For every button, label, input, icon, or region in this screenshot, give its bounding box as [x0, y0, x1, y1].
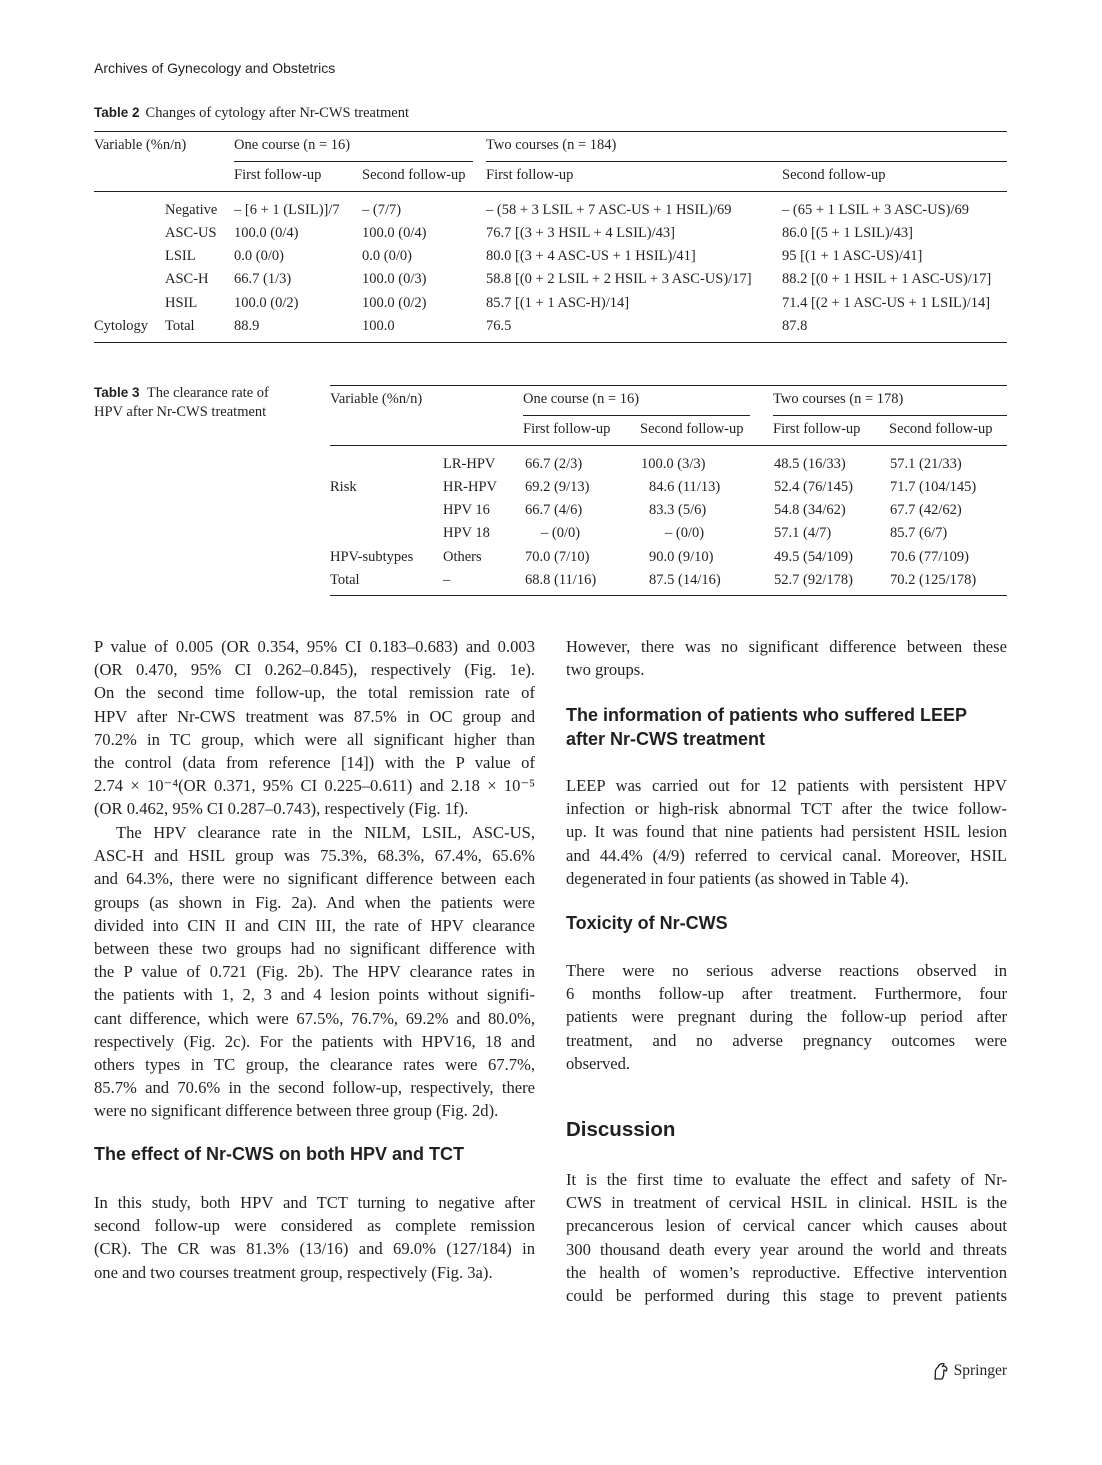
table3-header-rule	[330, 445, 1007, 446]
cell: 0.0 (0/0)	[234, 248, 284, 264]
cell: – (0/0)	[541, 525, 581, 541]
text-line: 2.74 × 10⁻⁴(OR 0.371, 95% CI 0.225–0.611) and 2.18 × 10⁻⁵	[94, 776, 535, 796]
cell: 52.7 (92/178)	[774, 572, 853, 588]
table2-group-two-rule	[486, 161, 1007, 162]
table2-sub-1: First follow-up	[234, 167, 322, 183]
cell: 76.5	[486, 318, 512, 334]
cell: 54.8 (34/62)	[774, 502, 846, 518]
cell: 48.5 (16/33)	[774, 456, 846, 472]
cell: 87.5 (14/16)	[649, 572, 721, 588]
text-line: two groups.	[566, 660, 645, 680]
text-line: patients were pregnant during the follow-up period after	[566, 1007, 1007, 1027]
heading-line: after Nr-CWS treatment	[566, 729, 766, 749]
left-para-1	[94, 635, 535, 821]
cell: 57.1 (4/7)	[774, 525, 832, 541]
text-line: respectively (Fig. 2c). For the patients with HPV16, 18 and	[94, 1031, 535, 1051]
row-label: HSIL	[165, 295, 198, 311]
row-label: ASC-US	[165, 225, 217, 241]
text-line: P value of 0.005 (OR 0.354, 95% CI 0.183–0.683) and 0.003	[94, 637, 535, 656]
text-line: 300 thousand death every year around the world and threats	[566, 1239, 1007, 1259]
text-line: the control (data from reference [14]) with the P value of	[94, 753, 535, 773]
cell: 0.0 (0/0)	[362, 248, 412, 264]
right-para-4	[566, 1168, 1007, 1307]
row-label: Negative	[165, 202, 218, 218]
cell: – (58 + 3 LSIL + 7 ASC-US + 1 HSIL)/69	[486, 202, 732, 218]
text-line: degenerated in four patients (as showed in Table 4).	[566, 868, 909, 888]
table3-sub-2: Second follow-up	[640, 421, 744, 437]
right-para-2	[566, 774, 1007, 890]
text-line: precancerous lesion of cervical cancer which causes about	[566, 1216, 1007, 1236]
text-line: 70.2% in TC group, which were all significant higher than	[94, 729, 535, 749]
table2-title: Changes of cytology after Nr-CWS treatment	[145, 105, 409, 121]
table2-top-rule	[94, 131, 1007, 132]
text-line: ASC-H and HSIL group was 75.3%, 68.3%, 67.4%, 65.6%	[94, 846, 535, 866]
cell: 57.1 (21/33)	[890, 456, 962, 472]
cell: – [6 + 1 (LSIL)]/7	[234, 202, 340, 218]
row-label: HPV 18	[443, 525, 490, 541]
cell: 90.0 (9/10)	[649, 549, 714, 565]
table3-group-one: One course (n = 16)	[523, 391, 640, 407]
table2-sub-2: Second follow-up	[362, 167, 466, 183]
heading-line: The information of patients who suffered LEEP	[566, 705, 968, 725]
row-label: Total	[165, 318, 195, 334]
table3-group-two: Two courses (n = 178)	[773, 391, 904, 407]
right-para-3	[566, 959, 1007, 1075]
table2-header-rule	[94, 191, 1007, 192]
cell: 49.5 (54/109)	[774, 549, 853, 565]
springer-horse-icon	[932, 1361, 950, 1381]
row-label: Others	[443, 549, 482, 565]
publisher-logo	[932, 1361, 1007, 1381]
cell: 85.7 (6/7)	[890, 525, 948, 541]
cell: 52.4 (76/145)	[774, 479, 853, 495]
cell: 100.0 (3/3)	[641, 456, 706, 472]
cell: 84.6 (11/13)	[649, 479, 721, 495]
table3-title: The clearance rate of HPV after Nr-CWS treatment	[94, 385, 269, 420]
cell: 100.0 (0/2)	[234, 295, 299, 311]
cell: 95 [(1 + 1 ASC-US)/41]	[782, 248, 923, 264]
text-line: the P value of 0.721 (Fig. 2b). The HPV clearance rates in	[94, 962, 535, 982]
text-line: infection or high-risk abnormal TCT after the twice follow-	[566, 799, 1007, 819]
cell: 69.2 (9/13)	[525, 479, 590, 495]
section-heading-effect: The effect of Nr-CWS on both HPV and TCT	[94, 1144, 464, 1164]
text-line: and 44.4% (4/9) referred to cervical canal. Moreover, HSIL	[566, 845, 1007, 865]
cell: – (7/7)	[362, 202, 402, 218]
text-line: could be performed during this stage to prevent patients	[566, 1286, 1007, 1306]
cell: 70.0 (7/10)	[525, 549, 590, 565]
table2-sub-3: First follow-up	[486, 167, 574, 183]
row-label: HR-HPV	[443, 479, 497, 495]
table3-bottom-rule	[330, 595, 1007, 596]
text-line: 85.7% and 70.6% in the second follow-up, respectively, there	[94, 1078, 535, 1098]
text-line: It is the first time to evaluate the effect and safety of Nr-	[566, 1170, 1007, 1189]
text-line: the health of women’s reproductive. Effective intervention	[566, 1262, 1007, 1282]
section-heading-discussion: Discussion	[566, 1118, 676, 1141]
cell: 100.0 (0/4)	[362, 225, 427, 241]
table3-sub-1: First follow-up	[523, 421, 611, 437]
row-label: –	[443, 572, 451, 588]
cell: 100.0 (0/2)	[362, 295, 427, 311]
table3-subtypes-label: HPV-subtypes	[330, 549, 414, 565]
section-heading-leep	[566, 703, 967, 751]
cell: 100.0 (0/4)	[234, 225, 299, 241]
row-label: LSIL	[165, 248, 196, 264]
text-line: cant difference, which were 67.5%, 76.7%, 69.2% and 80.0%,	[94, 1008, 535, 1028]
text-line: On the second time follow-up, the total remission rate of	[94, 683, 535, 703]
cell: 66.7 (1/3)	[234, 271, 292, 287]
cell: – (0/0)	[665, 525, 705, 541]
cell: 80.0 [(3 + 4 ASC-US + 1 HSIL)/41]	[486, 248, 696, 264]
cell: 71.7 (104/145)	[890, 479, 977, 495]
cell: 70.2 (125/178)	[890, 572, 977, 588]
cell: 87.8	[782, 318, 808, 334]
table3-sub-4: Second follow-up	[889, 421, 993, 437]
cell: 100.0 (0/3)	[362, 271, 427, 287]
text-line: up. It was found that nine patients had persistent HSIL lesion	[566, 822, 1007, 842]
table3-group-two-rule	[773, 415, 1007, 416]
text-line: LEEP was carried out for 12 patients with persistent HPV	[566, 776, 1007, 795]
row-group-label: Cytology	[94, 318, 148, 334]
cell: 66.7 (4/6)	[525, 502, 583, 518]
cell: – (65 + 1 LSIL + 3 ASC-US)/69	[782, 202, 970, 218]
text-line: However, there was no significant difference between these	[566, 637, 1007, 656]
table3-sub-3: First follow-up	[773, 421, 861, 437]
cell: 68.8 (11/16)	[525, 572, 597, 588]
text-line: HPV after Nr-CWS treatment was 87.5% in OC group and	[94, 706, 535, 726]
cell: 88.2 [(0 + 1 HSIL + 1 ASC-US)/17]	[782, 271, 992, 287]
running-head: Archives of Gynecology and Obstetrics	[94, 60, 336, 76]
text-line: observed.	[566, 1053, 631, 1073]
row-label: ASC-H	[165, 271, 209, 287]
left-para-3	[94, 1191, 535, 1284]
text-line: 6 months follow-up after treatment. Furthermore, four	[566, 984, 1007, 1004]
table2-bottom-rule	[94, 342, 1007, 343]
text-line: (OR 0.470, 95% CI 0.262–0.845), respectively (Fig. 1e).	[94, 660, 535, 680]
table2-group-one: One course (n = 16)	[234, 137, 351, 153]
text-line: (CR). The CR was 81.3% (13/16) and 69.0% (127/184) in	[94, 1239, 535, 1259]
table2-col-variable: Variable (%n/n)	[94, 137, 187, 153]
row-label: LR-HPV	[443, 456, 496, 472]
table2-caption	[94, 105, 409, 122]
section-heading-toxicity: Toxicity of Nr-CWS	[566, 913, 728, 933]
cell: 86.0 [(5 + 1 LSIL)/43]	[782, 225, 914, 241]
table3-caption	[94, 383, 299, 422]
text-line: one and two courses treatment group, respectively (Fig. 3a).	[94, 1262, 493, 1282]
text-line: (OR 0.462, 95% CI 0.287–0.743), respectively (Fig. 1f).	[94, 799, 469, 819]
right-para-1	[566, 635, 1007, 681]
cell: 100.0	[362, 318, 395, 334]
text-line: There were no serious adverse reactions observed in	[566, 961, 1007, 980]
row-label: HPV 16	[443, 502, 490, 518]
table3-top-rule	[330, 385, 1007, 386]
cell: 67.7 (42/62)	[890, 502, 962, 518]
cell: 66.7 (2/3)	[525, 456, 583, 472]
table3-label: Table 3	[94, 385, 140, 400]
cell: 71.4 [(2 + 1 ASC-US + 1 LSIL)/14]	[782, 295, 991, 311]
text-line: In this study, both HPV and TCT turning to negative after	[94, 1193, 535, 1212]
text-line: the patients with 1, 2, 3 and 4 lesion points without signifi-	[94, 985, 535, 1005]
left-para-2	[94, 821, 535, 1123]
cell: 76.7 [(3 + 3 HSIL + 4 LSIL)/43]	[486, 225, 675, 241]
cell: 58.8 [(0 + 2 LSIL + 2 HSIL + 3 ASC-US)/17]	[486, 271, 752, 287]
table3-group-one-rule	[523, 415, 750, 416]
text-line: CWS in treatment of cervical HSIL in clinical. HSIL is the	[566, 1193, 1007, 1213]
text-line: others types in TC group, the clearance rates were 67.7%,	[94, 1055, 535, 1075]
table3-risk-label: Risk	[330, 479, 357, 495]
publisher-name: Springer	[953, 1362, 1007, 1379]
text-line: treatment, and no adverse pregnancy outcomes were	[566, 1030, 1007, 1050]
text-line: between these two groups had no significant difference with	[94, 939, 535, 959]
table2-label: Table 2	[94, 105, 140, 120]
table2-group-two: Two courses (n = 184)	[486, 137, 617, 153]
cell: 70.6 (77/109)	[890, 549, 969, 565]
cell: 85.7 [(1 + 1 ASC-H)/14]	[486, 295, 630, 311]
cell: 88.9	[234, 318, 260, 334]
text-line: groups (as shown in Fig. 2a). And when the patients were	[94, 892, 535, 912]
text-line: divided into CIN II and CIN III, the rate of HPV clearance	[94, 915, 535, 935]
text-line: and 64.3%, there were no significant difference between each	[94, 869, 535, 889]
text-line: second follow-up were considered as complete remission	[94, 1216, 535, 1236]
table2-group-one-rule	[234, 161, 473, 162]
text-line: were no significant difference between three group (Fig. 2d).	[94, 1101, 499, 1121]
table2-sub-4: Second follow-up	[782, 167, 886, 183]
table3-col-variable: Variable (%n/n)	[330, 391, 423, 407]
text-line: The HPV clearance rate in the NILM, LSIL, ASC-US,	[116, 823, 535, 842]
cell: 83.3 (5/6)	[649, 502, 707, 518]
table3-total-label: Total	[330, 572, 360, 588]
